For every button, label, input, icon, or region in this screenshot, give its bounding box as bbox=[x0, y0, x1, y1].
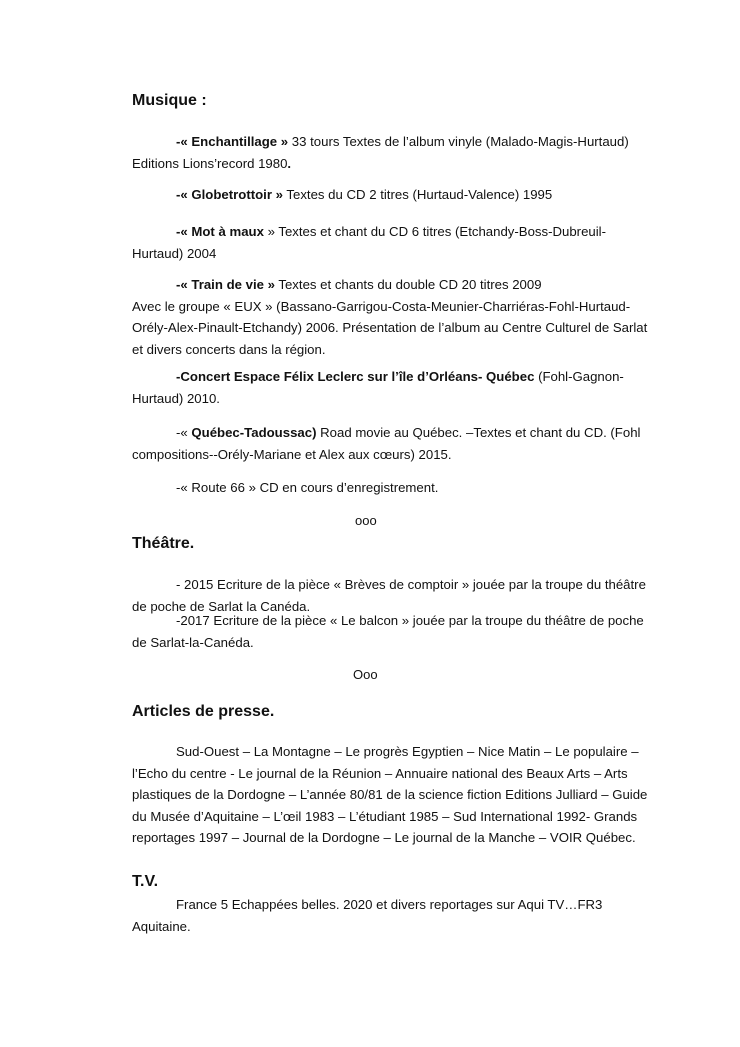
separator-1: ooo bbox=[355, 513, 377, 528]
heading-theatre: Théâtre. bbox=[132, 535, 195, 552]
desc-concert-quebec: (Fohl-Gagnon-Hurtaud) 2010. bbox=[132, 369, 624, 406]
musique-item-route-66 bbox=[132, 477, 652, 499]
desc-enchantillage: 33 tours Textes de l’album vinyle (Malado-Magis-Hurtaud) Editions Lions’record 1980 bbox=[132, 134, 629, 171]
title-globetrottoir: -« Globetrottoir » bbox=[176, 187, 283, 202]
heading-articles: Articles de presse. bbox=[132, 703, 275, 720]
musique-item-globetrottoir bbox=[132, 184, 652, 206]
desc-breves: - 2015 Ecriture de la pièce « Brèves de comptoir » jouée par la troupe du théâtre de poche de Sarlat la Canéda. bbox=[132, 577, 646, 614]
desc-globetrottoir: Textes du CD 2 titres (Hurtaud-Valence) 1995 bbox=[282, 187, 553, 202]
title-train-de-vie: -« Train de vie » bbox=[176, 277, 275, 292]
musique-item-enchantillage bbox=[132, 131, 652, 174]
quote-open: -« bbox=[176, 425, 192, 440]
desc-tv: France 5 Echappées belles. 2020 et divers reportages sur Aqui TV…FR3 Aquitaine. bbox=[132, 897, 603, 934]
separator-2: Ooo bbox=[353, 667, 378, 682]
desc-route-66: -« Route 66 » CD en cours d’enregistrement. bbox=[176, 480, 439, 495]
title-mot-a-maux: -« Mot à maux bbox=[176, 224, 264, 239]
musique-item-quebec-tadoussac bbox=[132, 422, 652, 465]
desc-balcon: -2017 Ecriture de la pièce « Le balcon » jouée par la troupe du théâtre de poche de Sarlat-la-Canéda. bbox=[132, 613, 644, 650]
articles-list bbox=[132, 741, 652, 849]
period-enchantillage: . bbox=[287, 155, 292, 171]
desc-groupe-eux: Avec le groupe « EUX » (Bassano-Garrigou-Costa-Meunier-Charriéras-Fohl-Hurtaud-Orély-Alex-Pinault-Etchandy) 2006. Présentation de l’album au Centre Culturel de Sarlat et divers concerts dans la région. bbox=[132, 298, 648, 357]
musique-item-mot-a-maux bbox=[132, 221, 652, 264]
desc-train-de-vie: Textes et chants du double CD 20 titres 2009 bbox=[274, 277, 542, 292]
desc-quebec-tadoussac: Road movie au Québec. –Textes et chant du CD. (Fohl compositions--Orély-Mariane et Alex aux cœurs) 2015. bbox=[132, 425, 641, 462]
musique-item-train-de-vie bbox=[132, 274, 652, 360]
musique-item-concert-quebec bbox=[132, 366, 652, 409]
title-enchantillage: -« Enchantillage » bbox=[176, 134, 289, 149]
title-quebec-tadoussac: Québec-Tadoussac) bbox=[191, 425, 317, 440]
heading-tv: T.V. bbox=[132, 873, 159, 890]
title-concert-quebec: -Concert Espace Félix Leclerc sur l’île d’Orléans- Québec bbox=[176, 369, 535, 384]
desc-articles: Sud-Ouest – La Montagne – Le progrès Egyptien – Nice Matin – Le populaire – l’Echo du centre - Le journal de la Réunion – Annuaire national des Beaux Arts – Arts plastiques de la Dordogne – L’année 80/81 de la science fiction Editions Julliard – Guide du Musée d’Aquitaine – L’œil 1983 – L’étudiant 1985 – Sud International 1992- Grands reportages 1997 – Journal de la Dordogne – Le journal de la Manche – VOIR Québec. bbox=[132, 744, 648, 845]
tv-item bbox=[132, 894, 652, 937]
desc-mot-a-maux: » Textes et chant du CD 6 titres (Etchandy-Boss-Dubreuil-Hurtaud) 2004 bbox=[132, 224, 606, 261]
theatre-item-balcon bbox=[132, 610, 652, 653]
heading-musique: Musique : bbox=[132, 92, 207, 109]
